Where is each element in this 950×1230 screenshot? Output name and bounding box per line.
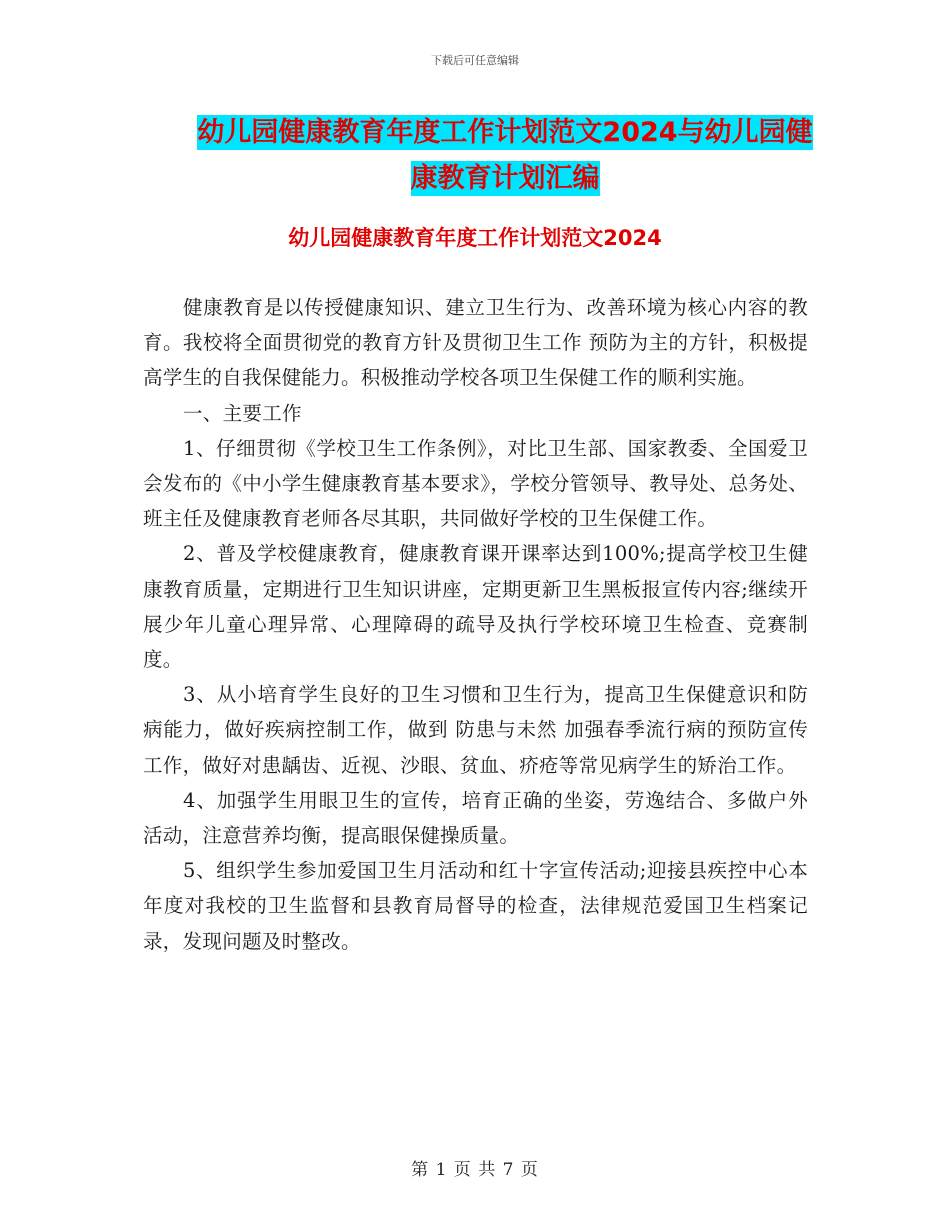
document-title [185, 110, 825, 202]
paragraph-item-5: 5、组织学生参加爱国卫生月活动和红十字宣传活动;迎接县疾控中心本年度对我校的卫生监督和县教育局督导的检查，法律规范爱国卫生档案记录，发现问题及时整改。 [143, 859, 808, 953]
section-title: 幼儿园健康教育年度工作计划范文2024 [288, 226, 662, 250]
paragraph-item-4: 4、加强学生用眼卫生的宣传，培育正确的坐姿，劳逸结合、多做户外活动，注意营养均衡，提高眼保健操质量。 [143, 788, 808, 848]
document-title-text: 幼儿园健康教育年度工作计划范文2024与幼儿园健康教育计划汇编 [197, 117, 813, 194]
paragraph-item-2: 2、普及学校健康教育，健康教育课开课率达到100%;提高学校卫生健康教育质量，定期进行卫生知识讲座，定期更新卫生黑板报宣传内容;继续开展少年儿童心理异常、心理障碍的疏导及执行学校环境卫生检查、竞赛制度。 [143, 542, 808, 672]
paragraph-item-1: 1、仔细贯彻《学校卫生工作条例》，对比卫生部、国家教委、全国爱卫会发布的《中小学生健康教育基本要求》，学校分管领导、教导处、总务处、班主任及健康教育老师各尽其职，共同做好学校的卫生保健工作。 [143, 436, 808, 531]
paragraph-heading-main-work: 一、主要工作 [183, 401, 302, 425]
header-note: 下载后可任意编辑 [431, 54, 519, 67]
paragraph-item-3: 3、从小培育学生良好的卫生习惯和卫生行为，提高卫生保健意识和防病能力，做好疾病控制工作，做到 防患与未然 加强春季流行病的预防宣传工作，做好对患龋齿、近视、沙眼、贫血、疥疮等常见病学生的矫治工作。 [143, 683, 808, 777]
page-footer: 第 1 页 共 7 页 [411, 1160, 539, 1180]
document-body [143, 290, 808, 959]
paragraph-intro: 健康教育是以传授健康知识、建立卫生行为、改善环境为核心内容的教育。我校将全面贯彻党的教育方针及贯彻卫生工作 预防为主的方针，积极提高学生的自我保健能力。积极推动学校各项卫生保健工作的顺利实施。 [143, 296, 808, 390]
